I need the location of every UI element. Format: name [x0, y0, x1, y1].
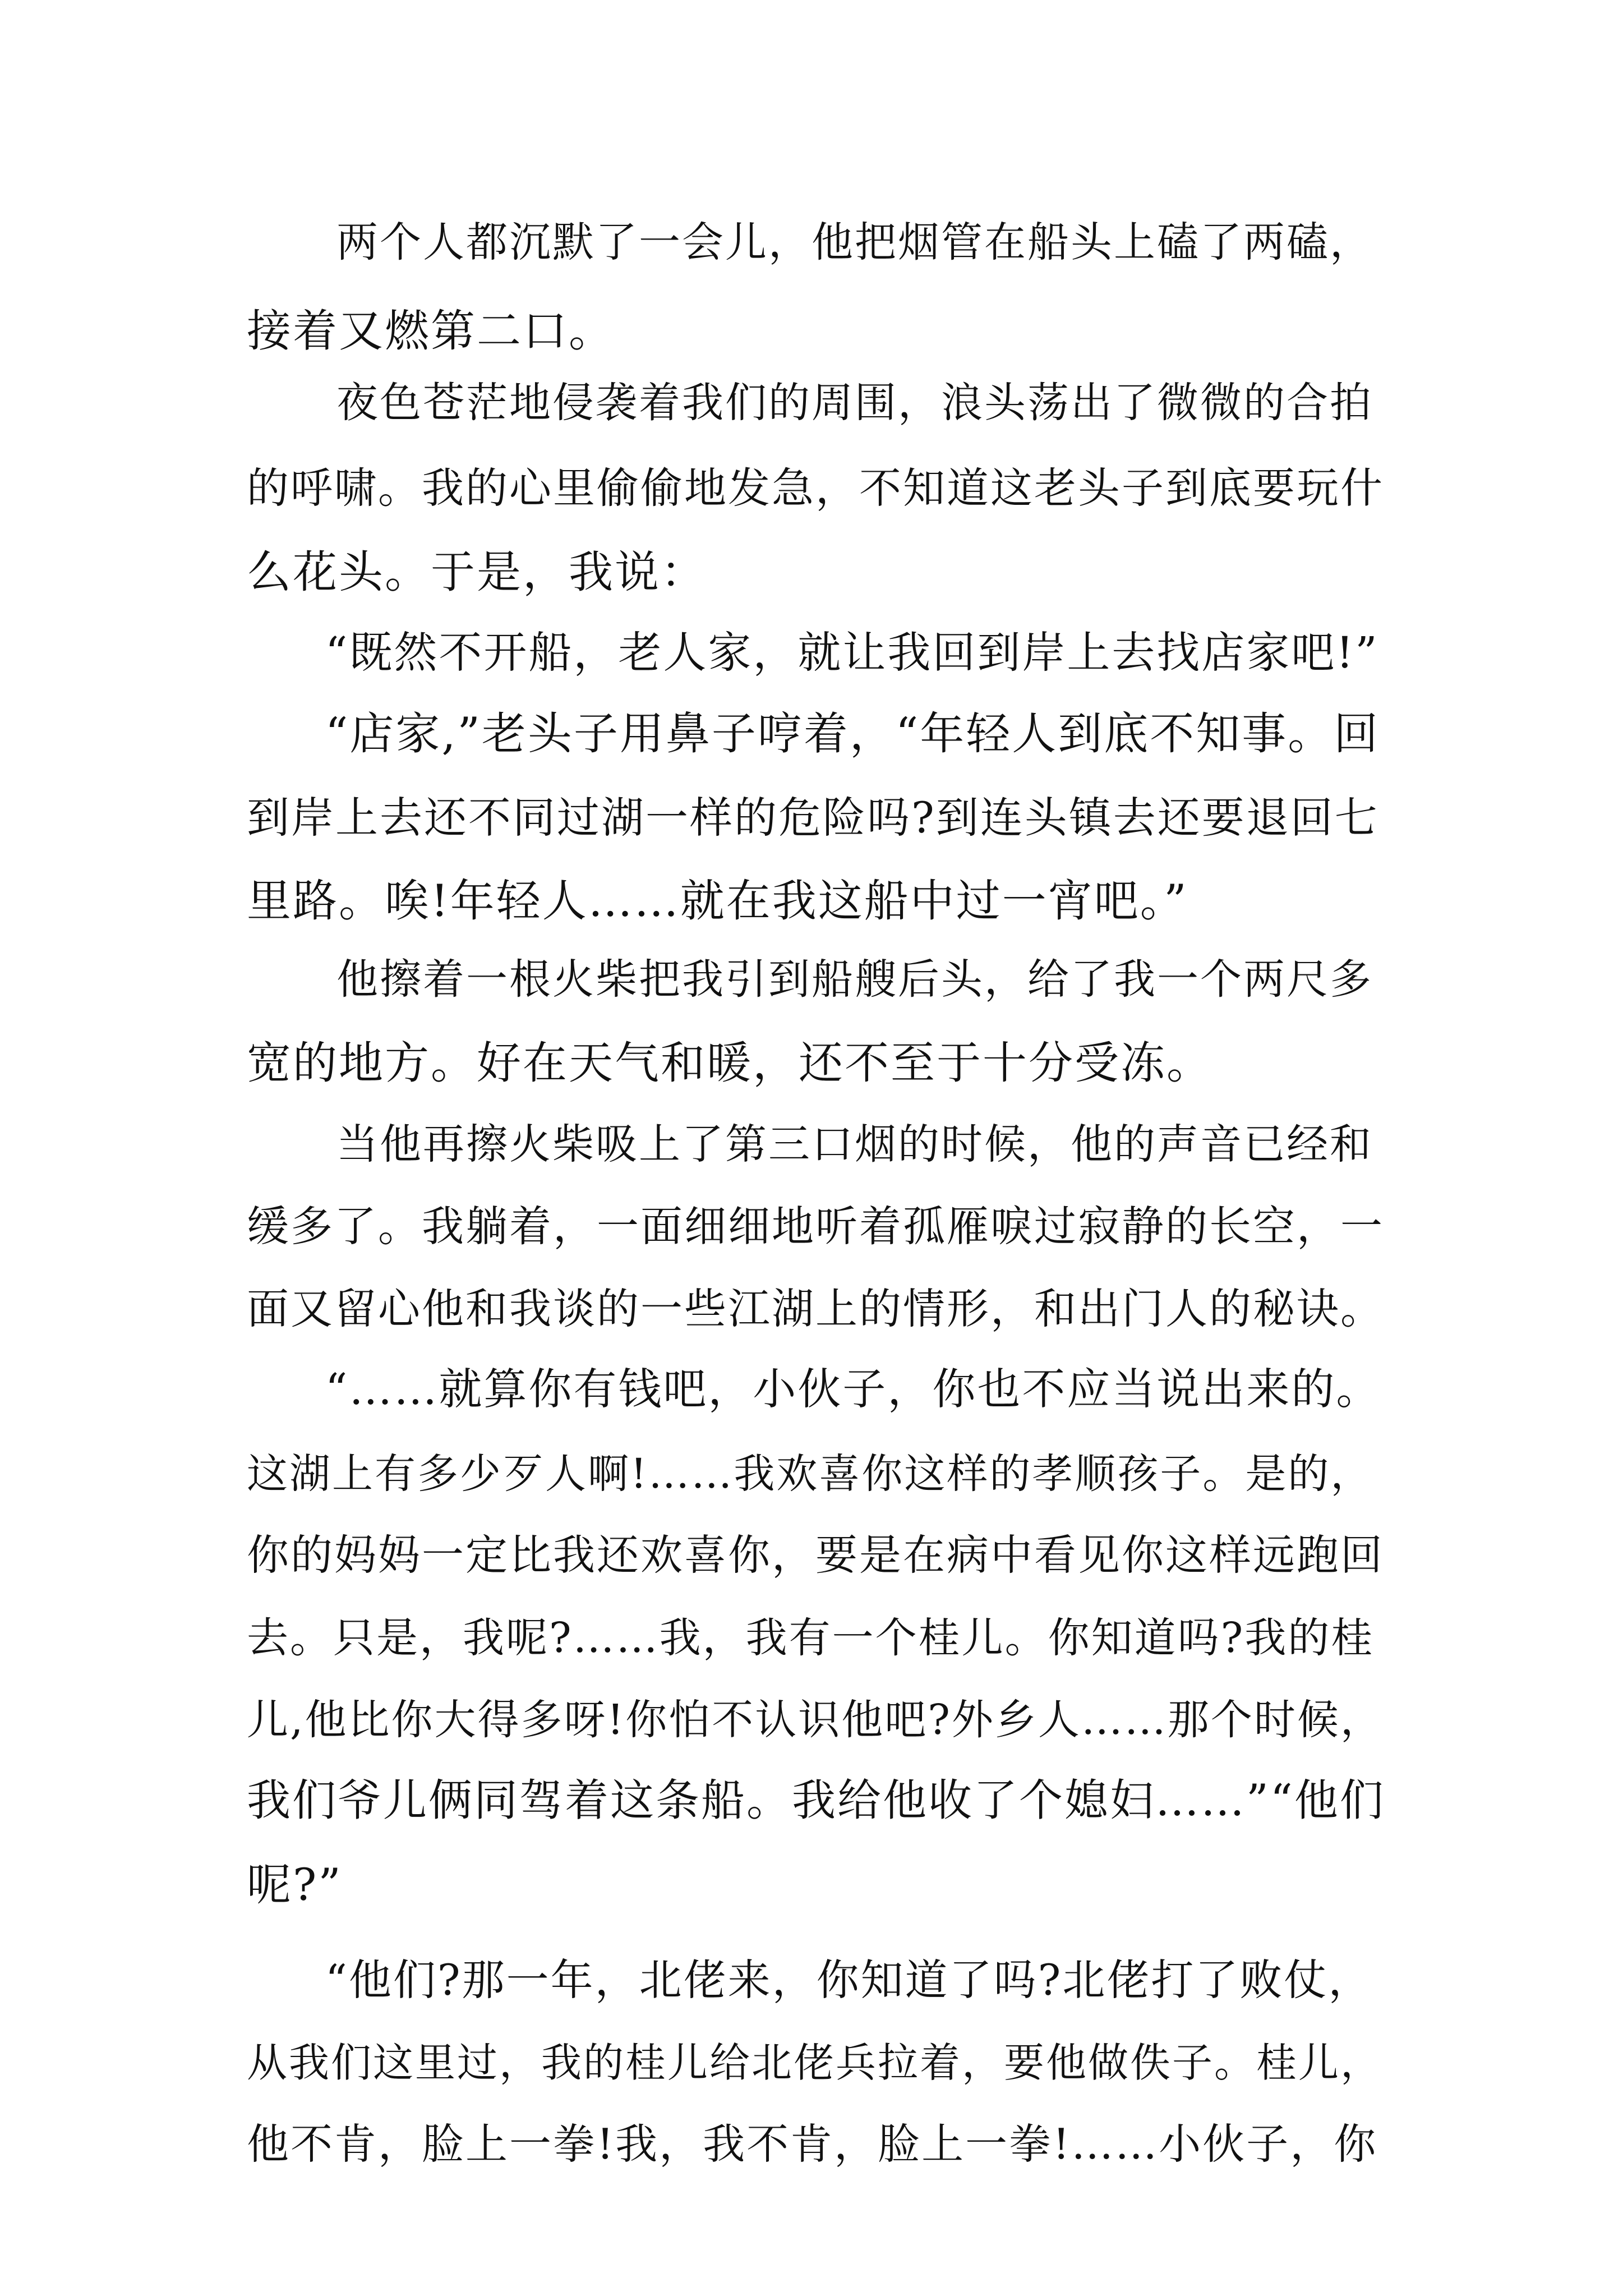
- text-line: 面又留心他和我谈的一些江湖上的情形，和出门人的秘诀。: [247, 1284, 1385, 1333]
- text-line: 从我们这里过，我的桂儿给北佬兵拉着，要他做佚子。桂儿，: [247, 2039, 1383, 2086]
- text-line: 他擦着一根火柴把我引到船艘后头，给了我一个两尺多: [336, 955, 1373, 1004]
- text-line: “他们?那一年，北佬来，你知道了吗?北佬打了败仗，: [325, 1955, 1373, 2005]
- text-line: 我们爷儿俩同驾着这条船。我给他收了个媳妇……”“他们: [247, 1775, 1385, 1826]
- text-line: “店家,”老头子用鼻子哼着，“年轻人到底不知事。回: [325, 708, 1380, 760]
- text-line: 么花头。于是，我说：: [247, 546, 707, 598]
- text-line: 去。只是，我呢?……我，我有一个桂儿。你知道吗?我的桂: [247, 1614, 1375, 1662]
- text-line: 他不肯，脸上一拳!我，我不肯，脸上一拳!……小伙子，你: [247, 2119, 1378, 2169]
- text-line: 你的妈妈一定比我还欢喜你，要是在病中看见你这样远跑回: [247, 1530, 1385, 1580]
- text-line: 宽的地方。好在天气和暖，还不至于十分受冻。: [247, 1037, 1212, 1089]
- text-line: 这湖上有多少歹人啊!……我欢喜你这样的孝顺孩子。是的，: [247, 1450, 1373, 1498]
- text-line: 儿,他比你大得多呀!你怕不认识他吧?外乡人……那个时候，: [247, 1696, 1384, 1744]
- text-line: “既然不开船，老人家，就让我回到岸上去找店家吧!”: [325, 628, 1379, 678]
- text-line: 夜色苍茫地侵袭着我们的周围，浪头荡出了微微的合拍: [336, 379, 1373, 427]
- text-line: 到岸上去还不同过湖一样的危险吗?到连头镇去还要退回七: [247, 793, 1379, 843]
- text-line: 里路。唉!年轻人……就在我这船中过一宵吧。”: [247, 875, 1188, 927]
- text-line: “……就算你有钱吧，小伙子，你也不应当说出来的。: [325, 1365, 1381, 1415]
- text-line: 接着又燃第二口。: [247, 305, 615, 357]
- text-line: 缓多了。我躺着，一面细细地听着孤雁唳过寂静的长空，一: [247, 1202, 1385, 1251]
- text-line: 两个人都沉默了一会儿，他把烟管在船头上磕了两磕，: [336, 218, 1373, 266]
- text-line: 当他再擦火柴吸上了第三口烟的时候，他的声音已经和: [336, 1120, 1373, 1168]
- text-line: 的呼啸。我的心里偷偷地发急，不知道这老头子到底要玩什: [247, 463, 1385, 513]
- text-line: 呢?”: [247, 1859, 343, 1911]
